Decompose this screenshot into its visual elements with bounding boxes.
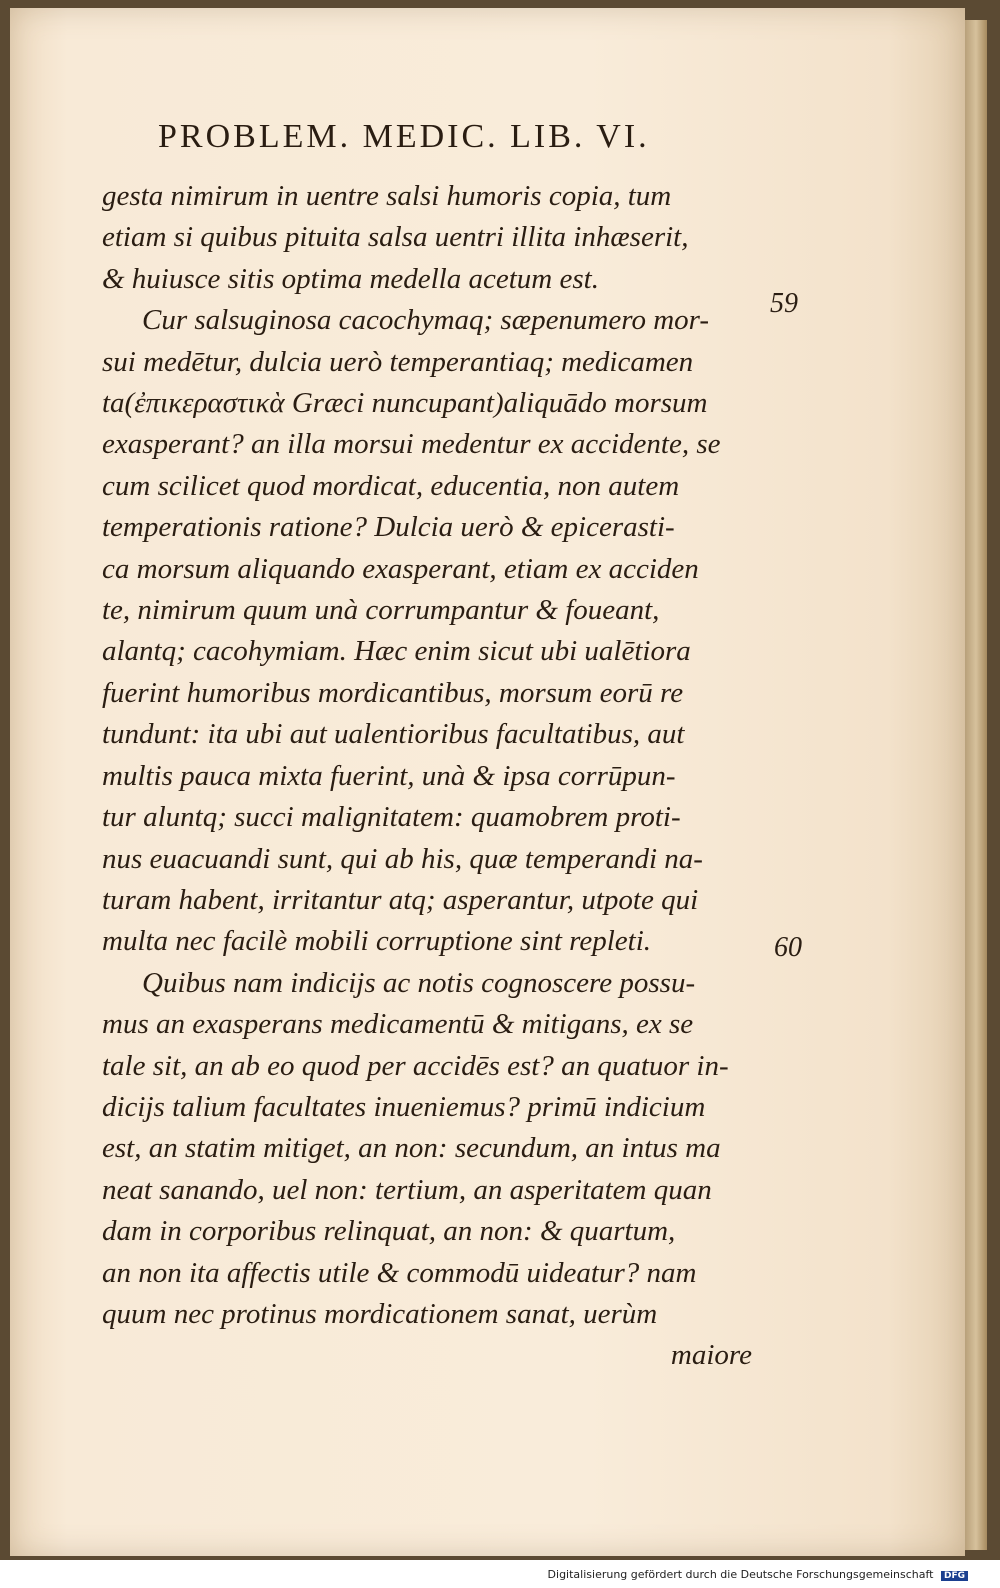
text-line: multis pauca mixta fuerint, unà & ipsa corrūpun- xyxy=(102,759,676,792)
text-line: alantq; cacohymiam. Hæc enim sicut ubi ualētiora xyxy=(102,635,691,668)
margin-number-60: 60 xyxy=(774,932,802,963)
text-line: mus an exasperans medicamentū & mitigans, ex se xyxy=(102,1008,694,1041)
credit-text: Digitalisierung gefördert durch die Deutsche Forschungsgemeinschaft xyxy=(547,1568,934,1581)
text-line: fuerint humoribus mordicantibus, morsum eorū re xyxy=(102,676,684,709)
text-line: tundunt: ita ubi aut ualentioribus facultatibus, aut xyxy=(102,718,685,751)
text-line: tale sit, an ab eo quod per accidēs est? an quatuor in- xyxy=(102,1049,729,1082)
body-text xyxy=(102,176,752,1377)
catchword: maiore xyxy=(670,1339,752,1372)
text-line: exasperant? an illa morsui medentur ex accidente, se xyxy=(102,428,721,461)
text-line: ta(ἐπικεραστικὰ Græci nuncupant)aliquādo morsum xyxy=(102,387,708,420)
text-line: sui medētur, dulcia uerò temperantiaq; medicamen xyxy=(102,345,694,378)
text-line: te, nimirum quum unà corrumpantur & foueant, xyxy=(102,594,660,627)
text-line: quum nec protinus mordicationem sanat, uerùm xyxy=(102,1297,658,1330)
text-line: temperationis ratione? Dulcia uerò & epicerasti- xyxy=(102,511,675,544)
text-line: est, an statim mitiget, an non: secundum, an intus ma xyxy=(102,1132,721,1165)
text-line: dicijs talium facultates inueniemus? primū indicium xyxy=(102,1090,706,1123)
running-header: PROBLEM. MEDIC. LIB. VI. xyxy=(158,118,650,155)
dfg-logo-icon: DFG xyxy=(941,1571,968,1581)
text-line: nus euacuandi sunt, qui ab his, quæ temperandi na- xyxy=(102,842,703,875)
text-line: dam in corporibus relinquat, an non: & quartum, xyxy=(102,1215,676,1248)
text-line: an non ita affectis utile & commodū uideatur? nam xyxy=(102,1256,697,1289)
margin-number-59: 59 xyxy=(770,288,798,319)
text-line: neat sanando, uel non: tertium, an asperitatem quan xyxy=(102,1173,712,1206)
text-line: cum scilicet quod mordicat, educentia, non autem xyxy=(102,469,680,502)
text-line: turam habent, irritantur atq; asperantur, utpote qui xyxy=(102,883,699,916)
text-line: ca morsum aliquando exasperant, etiam ex acciden xyxy=(102,552,699,585)
text-line: tur aluntq; succi malignitatem: quamobrem proti- xyxy=(102,801,681,834)
book-page xyxy=(10,8,965,1556)
text-line: Quibus nam indicijs ac notis cognoscere possu- xyxy=(142,966,696,999)
text-line: etiam si quibus pituita salsa uentri illita inhæserit, xyxy=(102,221,689,254)
text-line: Cur salsuginosa cacochymaq; sæpenumero mor- xyxy=(142,304,710,337)
footer-credit xyxy=(548,1568,968,1581)
text-line: & huiusce sitis optima medella acetum est. xyxy=(102,262,599,295)
page-edge xyxy=(965,20,987,1550)
text-line: gesta nimirum in uentre salsi humoris copia, tum xyxy=(102,180,672,212)
text-line: multa nec facilè mobili corruptione sint repleti. xyxy=(102,925,652,958)
